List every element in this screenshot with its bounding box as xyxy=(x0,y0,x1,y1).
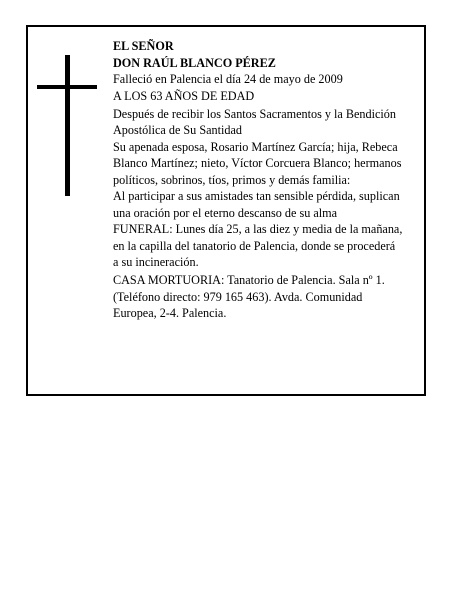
cross-horizontal-bar xyxy=(37,85,97,89)
mortuary-paragraph: CASA MORTUORIA: Tanatorio de Palencia. Sala nº 1. (Teléfono directo: 979 165 463). Avda. Comunidad Europea, 2-4. Palencia. xyxy=(113,273,385,320)
deceased-name: DON RAÚL BLANCO PÉREZ xyxy=(113,55,276,70)
age-line: A LOS 63 AÑOS DE EDAD xyxy=(113,88,255,103)
request-paragraph: Al participar a sus amistades tan sensible pérdida, suplican una oración por el eterno descanso de su alma xyxy=(113,189,400,220)
family-paragraph: Su apenada esposa, Rosario Martínez García; hija, Rebeca Blanco Martínez; nieto, Víctor Corcuera Blanco; hermanos políticos, sobrinos, tíos, primos y demás familia: xyxy=(113,139,402,187)
notice-text xyxy=(113,38,403,322)
deceased-title: EL SEÑOR xyxy=(113,39,174,53)
cross-icon xyxy=(37,55,97,196)
death-info: Falleció en Palencia el día 24 de mayo de 2009 xyxy=(113,72,343,86)
funeral-paragraph: FUNERAL: Lunes día 25, a las diez y media de la mañana, en la capilla del tanatorio de Palencia, donde se procederá a su incineración. xyxy=(113,222,403,269)
cross-vertical-bar xyxy=(65,55,70,196)
sacraments-paragraph: Después de recibir los Santos Sacramentos y la Bendición Apostólica de Su Santidad xyxy=(113,106,396,137)
